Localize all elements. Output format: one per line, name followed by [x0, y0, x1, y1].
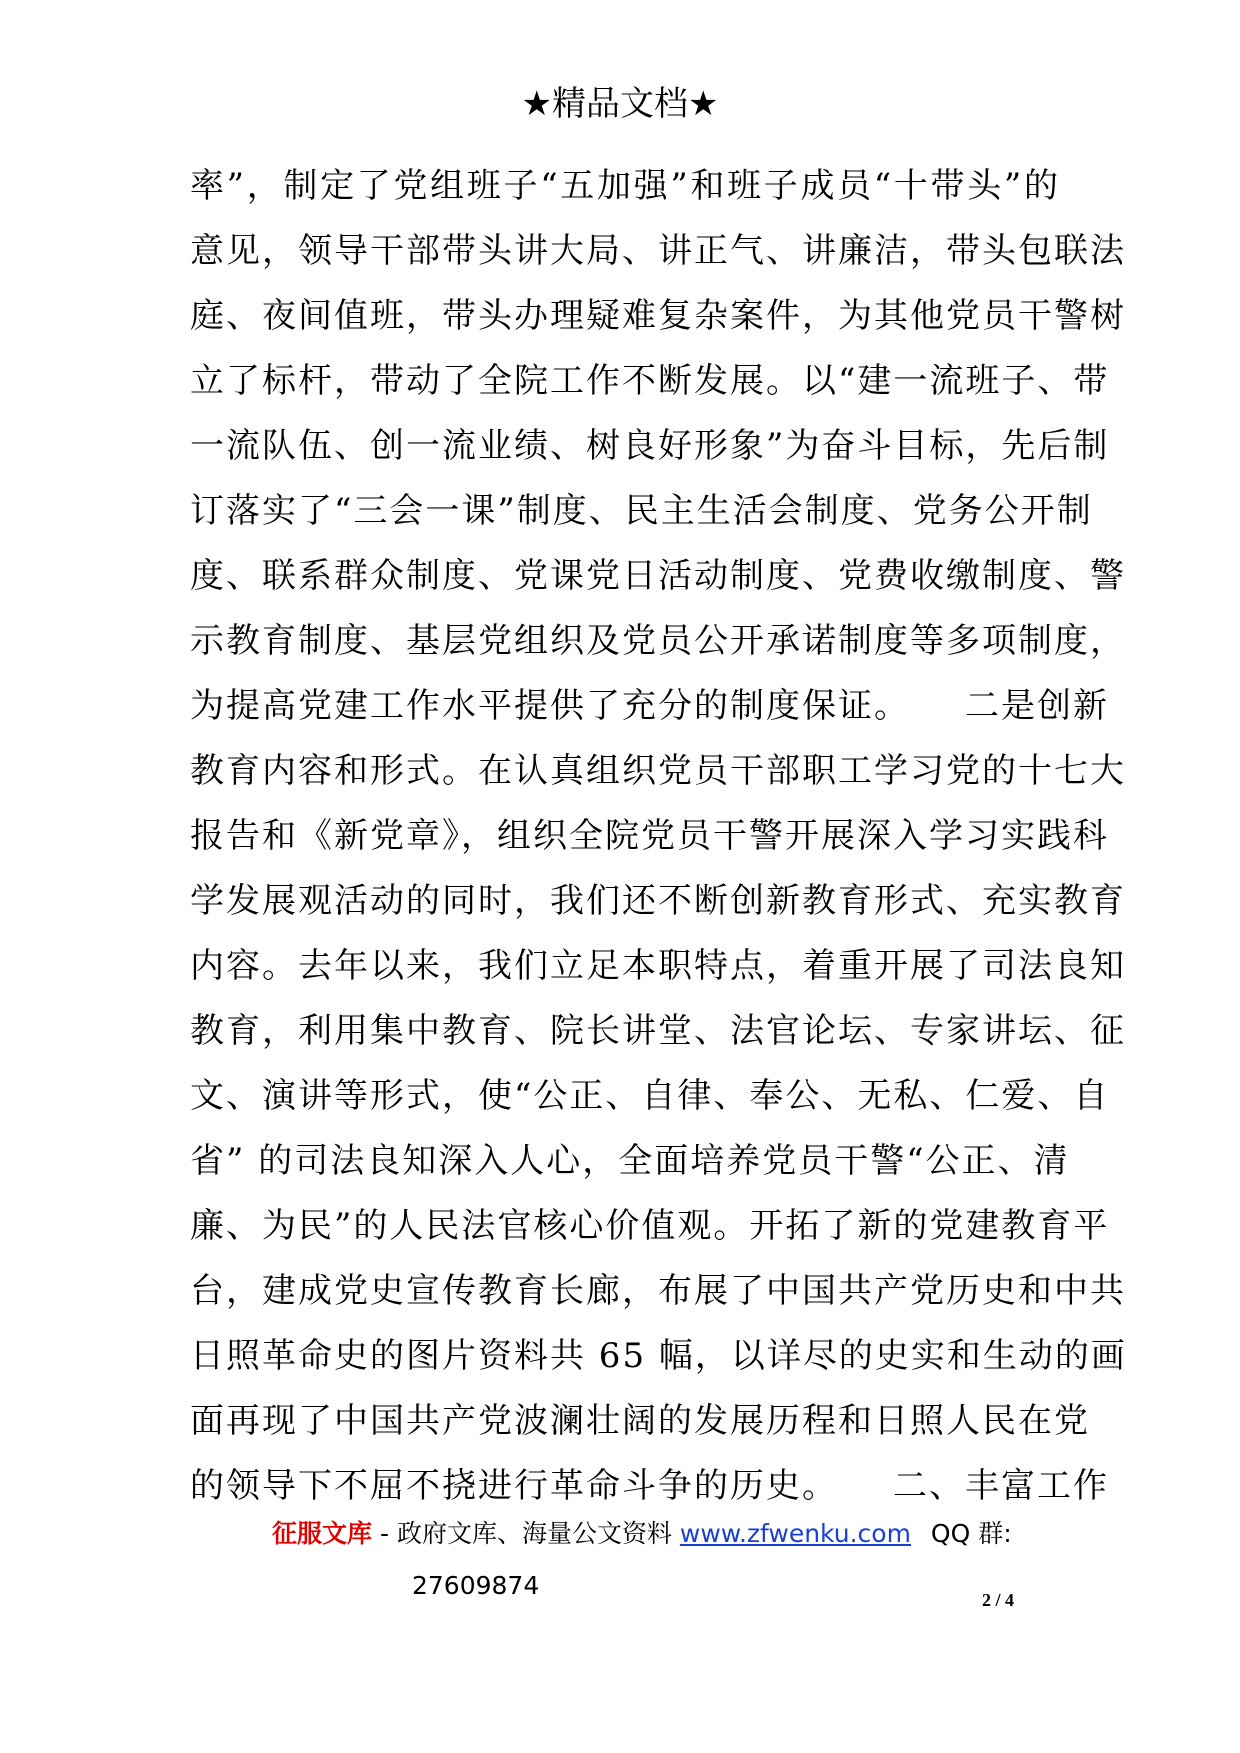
footer-description: 政府文库、海量公文资料 — [396, 1519, 672, 1548]
page-header-title: ★精品文档★ — [521, 84, 719, 124]
footer-qq-number: 27609874 — [412, 1571, 540, 1600]
body-line: 立了标杆，带动了全院工作不断发展。以“建一流班子、带 — [190, 361, 1110, 401]
body-line: 面再现了中国共产党波澜壮阔的发展历程和日照人民在党 — [190, 1401, 1090, 1441]
document-body — [190, 154, 1127, 1519]
body-line: 台，建成党史宣传教育长廊，布展了中国共产党历史和中共 — [190, 1271, 1126, 1311]
footer-website-link[interactable]: www.zfwenku.com — [679, 1519, 911, 1548]
body-line: 的领导下不屈不挠进行革命斗争的历史。 二、丰富工作 — [190, 1466, 1109, 1506]
body-line: 学发展观活动的同时，我们还不断创新教育形式、充实教育 — [190, 881, 1126, 921]
body-line: 为提高党建工作水平提供了充分的制度保证。 二是创新 — [190, 686, 1109, 726]
body-line: 示教育制度、基层党组织及党员公开承诺制度等多项制度， — [190, 621, 1126, 661]
page-footer — [272, 1515, 1032, 1605]
body-line: 省” 的司法良知深入人心，全面培养党员干警“公正、清 — [190, 1141, 1070, 1181]
body-line: 庭、夜间值班，带头办理疑难复杂案件，为其他党员干警树 — [190, 296, 1126, 336]
footer-brand[interactable]: 征服文库 — [272, 1519, 373, 1548]
body-line: 报告和《新党章》，组织全院党员干警开展深入学习实践科 — [190, 816, 1109, 856]
footer-separator: - — [372, 1519, 397, 1548]
body-line: 一流队伍、创一流业绩、树良好形象”为奋斗目标，先后制 — [190, 426, 1110, 466]
body-line: 教育内容和形式。在认真组织党员干部职工学习党的十七大 — [190, 751, 1126, 791]
body-line: 订落实了“三会一课”制度、民主生活会制度、党务公开制 — [190, 491, 1093, 531]
body-line: 度、联系群众制度、党课党日活动制度、党费收缴制度、警 — [190, 556, 1126, 596]
body-line: 教育，利用集中教育、院长讲堂、法官论坛、专家讲坛、征 — [190, 1011, 1126, 1051]
body-line: 率”，制定了党组班子“五加强”和班子成员“十带头”的 — [190, 166, 1060, 206]
body-line: 意见，领导干部带头讲大局、讲正气、讲廉洁，带头包联法 — [190, 231, 1126, 271]
body-line: 内容。去年以来，我们立足本职特点，着重开展了司法良知 — [190, 946, 1126, 986]
body-line: 文、演讲等形式，使“公正、自律、奉公、无私、仁爱、自 — [190, 1076, 1110, 1116]
body-line: 日照革命史的图片资料共 65 幅，以详尽的史实和生动的画 — [190, 1336, 1127, 1376]
footer-qq-label: QQ 群: — [930, 1519, 1012, 1548]
body-line: 廉、为民”的人民法官核心价值观。开拓了新的党建教育平 — [190, 1206, 1110, 1246]
page-number: 2 / 4 — [982, 1590, 1015, 1610]
